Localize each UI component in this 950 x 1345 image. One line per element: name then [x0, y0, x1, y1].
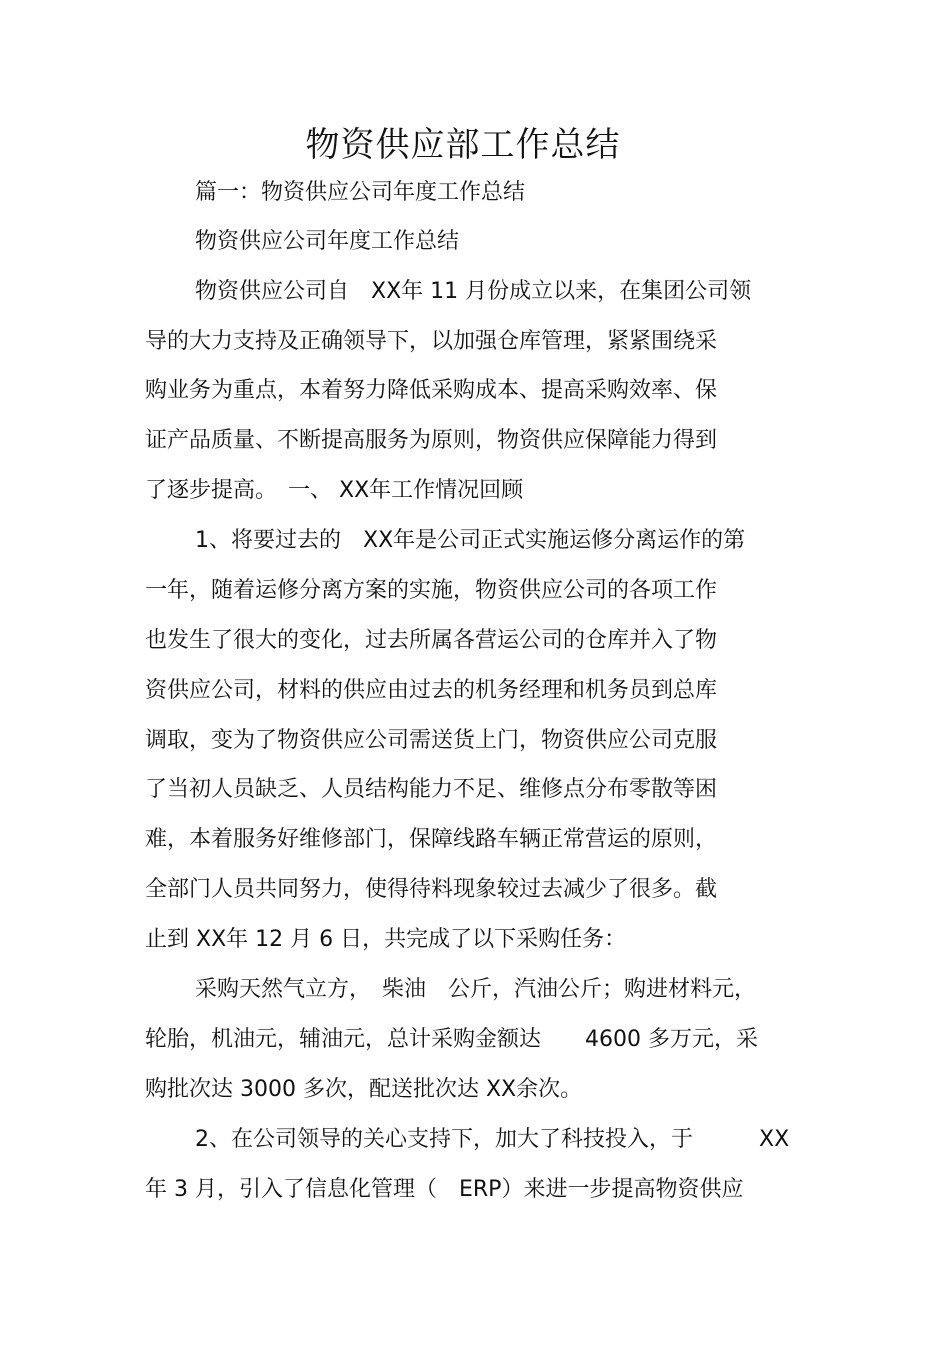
- section-heading: 篇一：物资供应公司年度工作总结: [195, 180, 526, 205]
- paragraph-line: 物资供应公司自 XX年 11 月份成立以来，在集团公司领: [195, 279, 752, 304]
- paragraph-line: 导的大力支持及正确领导下，以加强仓库管理，紧紧围绕采: [145, 329, 718, 354]
- paragraph-line: 1、将要过去的 XX年是公司正式实施运修分离运作的第: [195, 528, 746, 553]
- paragraph-line: 止到 XX年 12 月 6 日，共完成了以下采购任务：: [145, 927, 627, 952]
- paragraph-line: 一年，随着运修分离方案的实施，物资供应公司的各项工作: [145, 578, 718, 603]
- paragraph-line: 购业务为重点，本着努力降低采购成本、提高采购效率、保: [145, 378, 718, 403]
- subsection-heading: 物资供应公司年度工作总结: [195, 229, 460, 254]
- paragraph-line: 购批次达 3000 多次，配送批次达 XX余次。: [145, 1077, 583, 1102]
- paragraph-line: 2、在公司领导的关心支持下，加大了科技投入，于 XX: [195, 1127, 790, 1152]
- paragraph-line: 也发生了很大的变化，过去所属各营运公司的仓库并入了物: [145, 628, 718, 653]
- paragraph-line: 了当初人员缺乏、人员结构能力不足、维修点分布零散等困: [145, 777, 718, 802]
- paragraph-line: 了逐步提高。 一、 XX年工作情况回顾: [145, 478, 524, 503]
- paragraph-line: 难，本着服务好维修部门，保障线路车辆正常营运的原则，: [145, 827, 718, 852]
- paragraph-line: 调取，变为了物资供应公司需送货上门，物资供应公司克服: [145, 728, 718, 753]
- paragraph-line: 年 3 月，引入了信息化管理（ ERP）来进一步提高物资供应: [145, 1177, 744, 1202]
- paragraph-line: 资供应公司，材料的供应由过去的机务经理和机务员到总库: [145, 678, 718, 703]
- paragraph-line: 证产品质量、不断提高服务为原则，物资供应保障能力得到: [145, 428, 718, 453]
- paragraph-line: 采购天然气立方， 柴油 公斤，汽油公斤；购进材料元，: [195, 977, 757, 1002]
- paragraph-line: 轮胎，机油元，辅油元，总计采购金额达 4600 多万元，采: [145, 1027, 758, 1052]
- paragraph-line: 全部门人员共同努力，使得待料现象较过去减少了很多。截: [145, 877, 718, 902]
- document-title: 物资供应部工作总结: [305, 125, 621, 165]
